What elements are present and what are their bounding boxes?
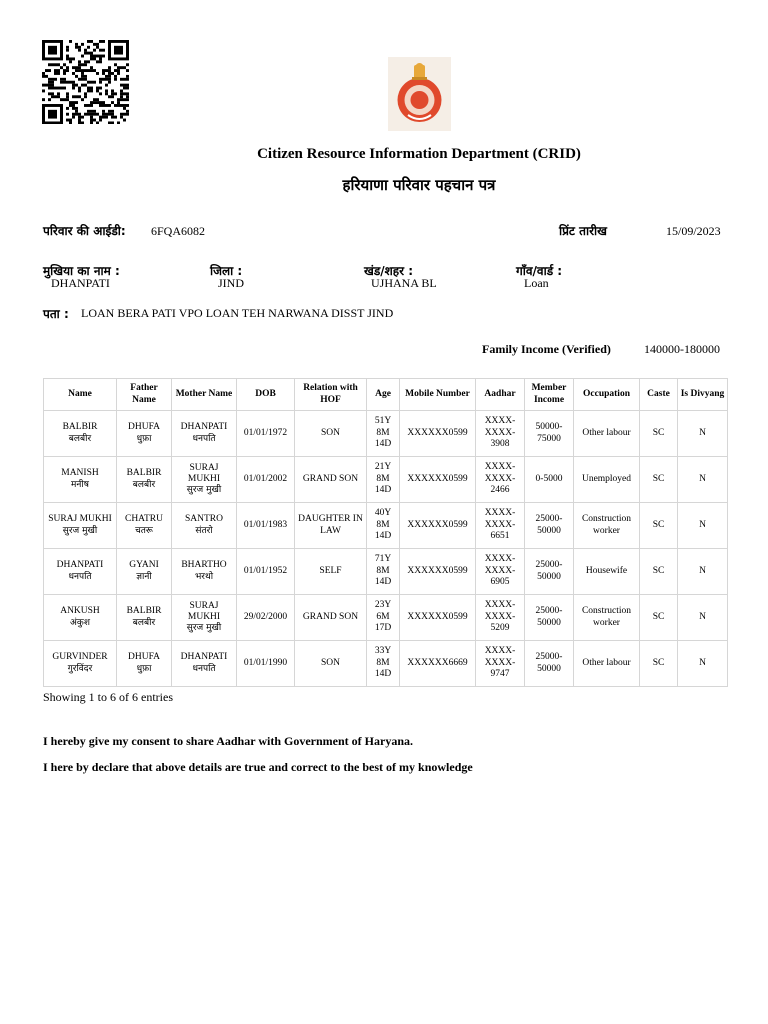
aadhar-cell	[476, 503, 525, 549]
divyang-cell-text: N	[699, 427, 706, 438]
caste-cell-text: SC	[652, 565, 665, 576]
father-name-cell	[117, 457, 172, 503]
divyang-cell-text: N	[699, 565, 706, 576]
column-header: Caste	[640, 379, 678, 411]
mother-name-cell	[172, 503, 237, 549]
mother-name-cell	[172, 641, 237, 687]
family-id-value: 6FQA6082	[151, 224, 206, 238]
table-row	[44, 595, 728, 641]
print-date-label: प्रिंट तारीख	[559, 224, 607, 238]
caste-cell	[640, 641, 678, 687]
caste-cell	[640, 411, 678, 457]
aadhar-cell-text: XXXX-XXXX-9747	[484, 646, 516, 680]
father-name-cell-text: DHUFA	[127, 652, 161, 663]
aadhar-cell-text: XXXX-XXXX-6905	[484, 554, 516, 588]
occupation-cell	[574, 595, 640, 641]
aadhar-cell	[476, 411, 525, 457]
divyang-cell	[678, 549, 728, 595]
village-value: Loan	[524, 276, 549, 290]
mobile-cell-text: XXXXXX0599	[407, 427, 468, 438]
member-income-cell	[525, 503, 574, 549]
aadhar-cell-text: XXXX-XXXX-5209	[484, 600, 516, 634]
member-name-cell-text: DHANPATI	[56, 560, 104, 571]
member-income-cell-text: 50000-75000	[535, 422, 563, 444]
head-name-value: DHANPATI	[51, 276, 110, 290]
mother-name-cell-text: DHANPATI	[180, 422, 228, 433]
member-name-cell-text: BALBIR	[62, 422, 98, 433]
mobile-cell	[400, 411, 476, 457]
member-name-cell-text: MANISH	[61, 468, 99, 479]
member-name-cell	[44, 411, 117, 457]
column-header: Father Name	[117, 379, 172, 411]
family-id-label: परिवार की आईडी:	[43, 224, 126, 238]
father-name-cell	[117, 549, 172, 595]
father-name-cell	[117, 595, 172, 641]
aadhar-cell	[476, 595, 525, 641]
divyang-cell	[678, 503, 728, 549]
member-name-cell-text: ANKUSH	[60, 606, 100, 617]
occupation-cell	[574, 641, 640, 687]
member-name-cell-hindi-text: धनपति	[68, 571, 92, 582]
occupation-cell-text: Other labour	[582, 657, 631, 668]
occupation-cell-text: Construction worker	[581, 514, 632, 536]
father-name-cell-text: BALBIR	[126, 468, 162, 479]
mother-name-cell-hindi-text: धनपति	[192, 663, 216, 674]
mobile-cell-text: XXXXXX0599	[407, 611, 468, 622]
haryana-emblem-icon	[388, 57, 451, 131]
member-income-cell	[525, 641, 574, 687]
entries-count: Showing 1 to 6 of 6 entries	[43, 690, 173, 704]
member-name-cell	[44, 503, 117, 549]
block-value: UJHANA BL	[371, 276, 437, 290]
block-label: खंड/शहर :	[364, 264, 414, 278]
age-cell-text: 40Y 8M 14D	[374, 508, 392, 542]
caste-cell-text: SC	[652, 519, 665, 530]
mother-name-cell-text: BHARTHO	[181, 560, 227, 571]
divyang-cell-text: N	[699, 657, 706, 668]
mobile-cell	[400, 457, 476, 503]
mother-name-cell	[172, 549, 237, 595]
father-name-cell	[117, 641, 172, 687]
member-income-cell-text: 0-5000	[535, 473, 563, 484]
member-name-cell	[44, 457, 117, 503]
mobile-cell-text: XXXXXX0599	[407, 565, 468, 576]
mobile-cell-text: XXXXXX6669	[407, 657, 468, 668]
column-header: Mother Name	[172, 379, 237, 411]
mother-name-cell-text: SURAJ MUKHI	[187, 462, 221, 485]
column-header: Relation with HOF	[295, 379, 367, 411]
family-income-value: 140000-180000	[644, 342, 720, 356]
divyang-cell	[678, 411, 728, 457]
dob-cell	[237, 549, 295, 595]
relation-cell-text: DAUGHTER IN LAW	[298, 514, 363, 536]
member-income-cell-text: 25000-50000	[535, 514, 563, 536]
column-header: Occupation	[574, 379, 640, 411]
father-name-cell	[117, 503, 172, 549]
member-income-cell	[525, 549, 574, 595]
occupation-cell-text: Construction worker	[581, 606, 632, 628]
member-income-cell-text: 25000-50000	[535, 606, 563, 628]
district-value: JIND	[218, 276, 244, 290]
table-row	[44, 411, 728, 457]
age-cell-text: 21Y 8M 14D	[374, 462, 392, 496]
caste-cell	[640, 457, 678, 503]
occupation-cell	[574, 457, 640, 503]
district-label: जिला :	[210, 264, 243, 278]
aadhar-cell	[476, 457, 525, 503]
divyang-cell	[678, 457, 728, 503]
table-header-row	[44, 379, 728, 411]
age-cell	[367, 457, 400, 503]
father-name-cell-text: BALBIR	[126, 606, 162, 617]
relation-cell-text: GRAND SON	[302, 611, 359, 622]
mother-name-cell-hindi-text: संतरो	[195, 525, 213, 536]
member-name-cell-hindi-text: अंकुश	[70, 617, 90, 628]
aadhar-cell-text: XXXX-XXXX-3908	[484, 416, 516, 450]
member-income-cell	[525, 595, 574, 641]
occupation-cell-text: Housewife	[585, 565, 628, 576]
print-date-value: 15/09/2023	[666, 224, 721, 238]
page-title: Citizen Resource Information Department (CRID)	[257, 146, 581, 162]
member-name-cell-text: SURAJ MUKHI	[48, 514, 112, 525]
father-name-cell-text: GYANI	[129, 560, 159, 571]
table-row	[44, 457, 728, 503]
caste-cell-text: SC	[652, 611, 665, 622]
mobile-cell-text: XXXXXX0599	[407, 473, 468, 484]
mother-name-cell	[172, 595, 237, 641]
member-income-cell-text: 25000-50000	[535, 652, 563, 674]
dob-cell-text: 01/01/1972	[243, 427, 288, 438]
age-cell	[367, 641, 400, 687]
divyang-cell	[678, 641, 728, 687]
divyang-cell-text: N	[699, 519, 706, 530]
relation-cell	[295, 595, 367, 641]
caste-cell	[640, 503, 678, 549]
caste-cell-text: SC	[652, 657, 665, 668]
consent-text: I hereby give my consent to share Aadhar with Government of Haryana.	[43, 734, 413, 748]
column-header: Member Income	[525, 379, 574, 411]
address-label: पता :	[43, 307, 69, 321]
head-name-label: मुखिया का नाम :	[43, 264, 120, 278]
dob-cell-text: 29/02/2000	[243, 611, 288, 622]
father-name-cell-text: DHUFA	[127, 422, 161, 433]
column-header: Mobile Number	[400, 379, 476, 411]
member-income-cell	[525, 411, 574, 457]
table-row	[44, 641, 728, 687]
column-header: Is Divyang	[678, 379, 728, 411]
member-name-cell-hindi-text: मनीष	[71, 479, 89, 490]
dob-cell	[237, 457, 295, 503]
divyang-cell-text: N	[699, 611, 706, 622]
relation-cell-text: SON	[320, 657, 340, 668]
mother-name-cell-text: SANTRO	[184, 514, 223, 525]
relation-cell-text: GRAND SON	[302, 473, 359, 484]
occupation-cell	[574, 549, 640, 595]
relation-cell	[295, 503, 367, 549]
father-name-cell-hindi-text: धुफ़ा	[136, 433, 152, 444]
column-header: Aadhar	[476, 379, 525, 411]
father-name-cell-hindi-text: बलबीर	[132, 617, 156, 628]
aadhar-cell	[476, 641, 525, 687]
father-name-cell-hindi-text: धुफ़ा	[136, 663, 152, 674]
dob-cell-text: 01/01/1952	[243, 565, 288, 576]
father-name-cell-hindi-text: चतरू	[135, 525, 153, 536]
member-income-cell-text: 25000-50000	[535, 560, 563, 582]
mother-name-cell-text: SURAJ MUKHI	[187, 600, 221, 623]
mobile-cell	[400, 641, 476, 687]
father-name-cell-text: CHATRU	[124, 514, 163, 525]
member-name-cell	[44, 641, 117, 687]
caste-cell	[640, 549, 678, 595]
relation-cell	[295, 549, 367, 595]
mother-name-cell-hindi-text: सुरज मुखी	[186, 485, 222, 496]
age-cell-text: 23Y 6M 17D	[374, 600, 392, 634]
dob-cell	[237, 411, 295, 457]
relation-cell	[295, 411, 367, 457]
member-name-cell-hindi-text: बलबीर	[68, 433, 92, 444]
aadhar-cell	[476, 549, 525, 595]
father-name-cell	[117, 411, 172, 457]
mobile-cell-text: XXXXXX0599	[407, 519, 468, 530]
qr-code-icon	[42, 40, 130, 124]
relation-cell	[295, 457, 367, 503]
mother-name-cell	[172, 411, 237, 457]
dob-cell-text: 01/01/1990	[243, 657, 288, 668]
column-header: Age	[367, 379, 400, 411]
age-cell	[367, 503, 400, 549]
member-name-cell-hindi-text: सुरज मुखी	[62, 525, 98, 536]
divyang-cell	[678, 595, 728, 641]
age-cell	[367, 549, 400, 595]
dob-cell	[237, 641, 295, 687]
table-row	[44, 549, 728, 595]
address-value: LOAN BERA PATI VPO LOAN TEH NARWANA DISST JIND	[81, 306, 394, 320]
age-cell-text: 33Y 8M 14D	[374, 646, 392, 680]
declaration-text: I here by declare that above details are true and correct to the best of my knowledge	[43, 760, 473, 774]
dob-cell-text: 01/01/1983	[243, 519, 288, 530]
father-name-cell-hindi-text: ज्ञानी	[136, 571, 152, 582]
mother-name-cell-text: DHANPATI	[180, 652, 228, 663]
dob-cell	[237, 595, 295, 641]
age-cell	[367, 411, 400, 457]
mobile-cell	[400, 595, 476, 641]
members-table	[43, 378, 728, 687]
member-name-cell	[44, 549, 117, 595]
mobile-cell	[400, 549, 476, 595]
mother-name-cell-hindi-text: भरथो	[194, 571, 214, 582]
mother-name-cell-hindi-text: सुरज मुखी	[186, 623, 222, 634]
divyang-cell-text: N	[699, 473, 706, 484]
relation-cell	[295, 641, 367, 687]
village-label: गाँव/वार्ड :	[516, 264, 563, 278]
caste-cell	[640, 595, 678, 641]
aadhar-cell-text: XXXX-XXXX-2466	[484, 462, 516, 496]
mobile-cell	[400, 503, 476, 549]
page-subtitle: हरियाणा परिवार पहचान पत्र	[342, 176, 496, 194]
age-cell-text: 51Y 8M 14D	[374, 416, 392, 450]
member-name-cell	[44, 595, 117, 641]
occupation-cell-text: Unemployed	[581, 473, 632, 484]
dob-cell-text: 01/01/2002	[243, 473, 288, 484]
caste-cell-text: SC	[652, 473, 665, 484]
member-name-cell-hindi-text: गुरविंदर	[67, 663, 93, 674]
relation-cell-text: SON	[320, 427, 340, 438]
age-cell	[367, 595, 400, 641]
family-income-label: Family Income (Verified)	[482, 342, 611, 356]
occupation-cell-text: Other labour	[582, 427, 631, 438]
occupation-cell	[574, 503, 640, 549]
father-name-cell-hindi-text: बलबीर	[132, 479, 156, 490]
column-header: DOB	[237, 379, 295, 411]
age-cell-text: 71Y 8M 14D	[374, 554, 392, 588]
caste-cell-text: SC	[652, 427, 665, 438]
occupation-cell	[574, 411, 640, 457]
mother-name-cell-hindi-text: धनपति	[192, 433, 216, 444]
aadhar-cell-text: XXXX-XXXX-6651	[484, 508, 516, 542]
member-income-cell	[525, 457, 574, 503]
table-row	[44, 503, 728, 549]
member-name-cell-text: GURVINDER	[52, 652, 108, 663]
mother-name-cell	[172, 457, 237, 503]
dob-cell	[237, 503, 295, 549]
relation-cell-text: SELF	[319, 565, 342, 576]
column-header: Name	[44, 379, 117, 411]
